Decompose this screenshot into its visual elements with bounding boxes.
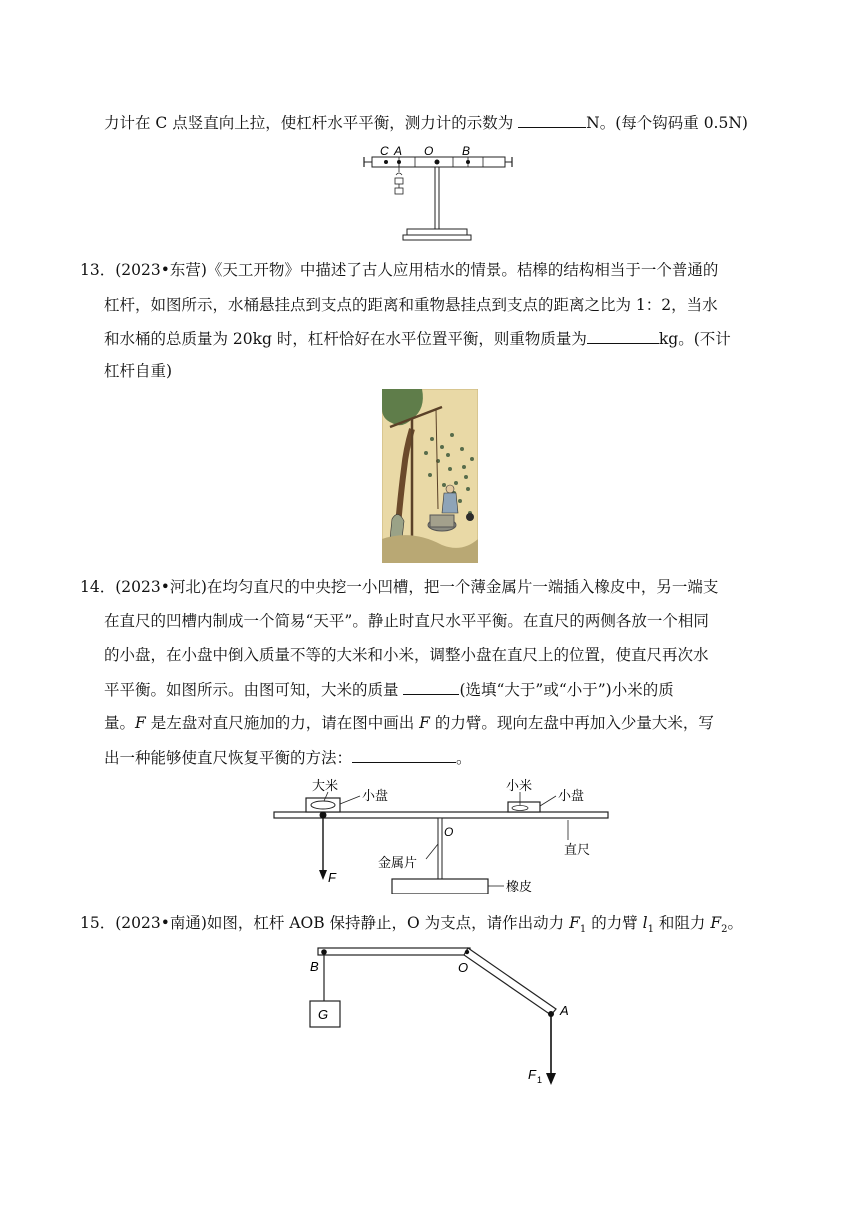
q14-line-4 bbox=[104, 679, 674, 700]
q13-line3-post: kg。(不计 bbox=[658, 330, 731, 348]
label-dami: 大米 bbox=[312, 778, 339, 793]
label-b: B bbox=[310, 959, 319, 974]
q14-answer-blank-2[interactable] bbox=[352, 747, 456, 763]
label-o: O bbox=[458, 960, 469, 975]
q14-f-symbol-1: F bbox=[135, 714, 146, 732]
q15-line1-pre: 15．(2023•南通)如图，杠杆 AOB 保持静止，O 为支点，请作出动力 bbox=[80, 914, 570, 932]
label-f: F bbox=[328, 870, 336, 885]
q14-line-1: 14．(2023•河北)在均匀直尺的中央挖一小凹槽，把一个薄金属片一端插入橡皮中，另一端支 bbox=[80, 578, 719, 596]
q14-line5-post: 的力臂。现向左盘中再加入少量大米，写 bbox=[429, 714, 714, 732]
point-b bbox=[321, 949, 327, 955]
q12-lever-figure bbox=[358, 142, 518, 244]
point-o bbox=[435, 160, 440, 165]
lever-slanted-arm bbox=[464, 948, 556, 1015]
eraser bbox=[392, 879, 488, 894]
rice-pile bbox=[311, 801, 335, 809]
q15-line1-mid1: 的力臂 bbox=[586, 914, 643, 932]
point-c bbox=[384, 160, 388, 164]
q15-l1-subscript: 1 bbox=[647, 924, 654, 936]
q12-line1-pre: 力计在 C 点竖直向上拉，使杠杆水平平衡，测力计的示数为 bbox=[104, 114, 519, 132]
q12-text-line-1 bbox=[104, 112, 748, 133]
q14-line5-pre: 量。 bbox=[104, 714, 136, 732]
q14-line4-post: (选填“大于”或“小于”)小米的质 bbox=[459, 681, 674, 699]
q14-ruler-balance-figure bbox=[268, 774, 612, 894]
point-b bbox=[466, 160, 470, 164]
q13-line-2: 杠杆，如图所示，水桶悬挂点到支点的距离和重物悬挂点到支点的距离之比为 1：2，当水 bbox=[104, 296, 718, 314]
stand-base bbox=[403, 235, 471, 240]
q15-f1-subscript: 1 bbox=[579, 924, 587, 936]
weight-2 bbox=[395, 188, 403, 194]
q14-f-symbol-2: F bbox=[419, 714, 430, 732]
label-g: G bbox=[318, 1007, 329, 1022]
q13-line-4: 杠杆自重) bbox=[104, 362, 173, 380]
q15-f2-subscript: 2 bbox=[721, 924, 728, 936]
q15-line1-post: 。 bbox=[727, 914, 743, 932]
metal-sheet bbox=[438, 818, 442, 879]
label-small-pan-left: 小盘 bbox=[362, 788, 389, 803]
label-xiaomi: 小米 bbox=[506, 778, 533, 793]
q15-bent-lever-figure bbox=[300, 943, 590, 1091]
q14-line-6 bbox=[104, 747, 472, 768]
label-f1: F bbox=[528, 1067, 536, 1082]
q12-line1-post: N。(每个钩码重 0.5N) bbox=[586, 114, 748, 132]
q13-line-1: 13．(2023•东营)《天工开物》中描述了古人应用桔水的情景。桔槔的结构相当于一个普通的 bbox=[80, 261, 719, 279]
person-head bbox=[446, 485, 454, 493]
q14-line6-pre: 出一种能够使直尺恢复平衡的方法： bbox=[104, 749, 353, 767]
q15-l1-symbol: l bbox=[642, 914, 648, 932]
q13-line3-pre: 和水桶的总质量为 20kg 时，杠杆恰好在水平位置平衡，则重物质量为 bbox=[104, 330, 587, 348]
q13-answer-blank[interactable] bbox=[587, 328, 659, 344]
label-o: O bbox=[424, 144, 434, 158]
q14-line6-post: 。 bbox=[456, 749, 472, 767]
q15-f2-symbol: F bbox=[710, 914, 722, 932]
q14-line-2: 在直尺的凹槽内制成一个简易“天平”。静止时直尺水平平衡。在直尺的两侧各放一个相同 bbox=[104, 612, 709, 630]
label-b: B bbox=[462, 144, 471, 158]
q14-line5-mid: 是左盘对直尺施加的力，请在图中画出 bbox=[145, 714, 420, 732]
q14-line-3: 的小盘，在小盘中倒入质量不等的大米和小米，调整小盘在直尺上的位置，使直尺再次水 bbox=[104, 646, 709, 664]
q15-line1-mid2: 和阻力 bbox=[653, 914, 711, 932]
q14-line4-pre: 平平衡。如图所示。由图可知，大米的质量 bbox=[104, 681, 404, 699]
stand-base-top bbox=[407, 229, 467, 235]
label-eraser: 橡皮 bbox=[506, 879, 533, 894]
q14-line-5 bbox=[104, 713, 714, 733]
label-small-pan-right: 小盘 bbox=[558, 788, 585, 803]
point-o bbox=[465, 950, 469, 954]
q14-answer-blank-1[interactable] bbox=[403, 679, 459, 695]
stand-pole bbox=[435, 167, 439, 229]
label-f1-subscript: 1 bbox=[537, 1075, 543, 1085]
label-a: A bbox=[560, 1003, 569, 1018]
point-a bbox=[397, 160, 401, 164]
millet-pile bbox=[512, 806, 528, 811]
q13-line-3 bbox=[104, 328, 731, 349]
dog bbox=[466, 513, 474, 521]
person-body bbox=[442, 493, 458, 513]
weight-1 bbox=[395, 178, 403, 184]
label-ruler: 直尺 bbox=[564, 842, 591, 857]
label-a: A bbox=[394, 144, 403, 158]
label-o: O bbox=[444, 825, 454, 839]
q13-well-sweep-painting bbox=[382, 389, 478, 563]
q12-answer-blank[interactable] bbox=[518, 112, 586, 128]
label-metal-sheet: 金属片 bbox=[378, 855, 418, 870]
q15-f1-symbol: F bbox=[569, 914, 580, 932]
label-c: C bbox=[380, 144, 389, 158]
lever-horizontal-arm bbox=[318, 948, 470, 955]
q15-line-1 bbox=[80, 913, 743, 940]
